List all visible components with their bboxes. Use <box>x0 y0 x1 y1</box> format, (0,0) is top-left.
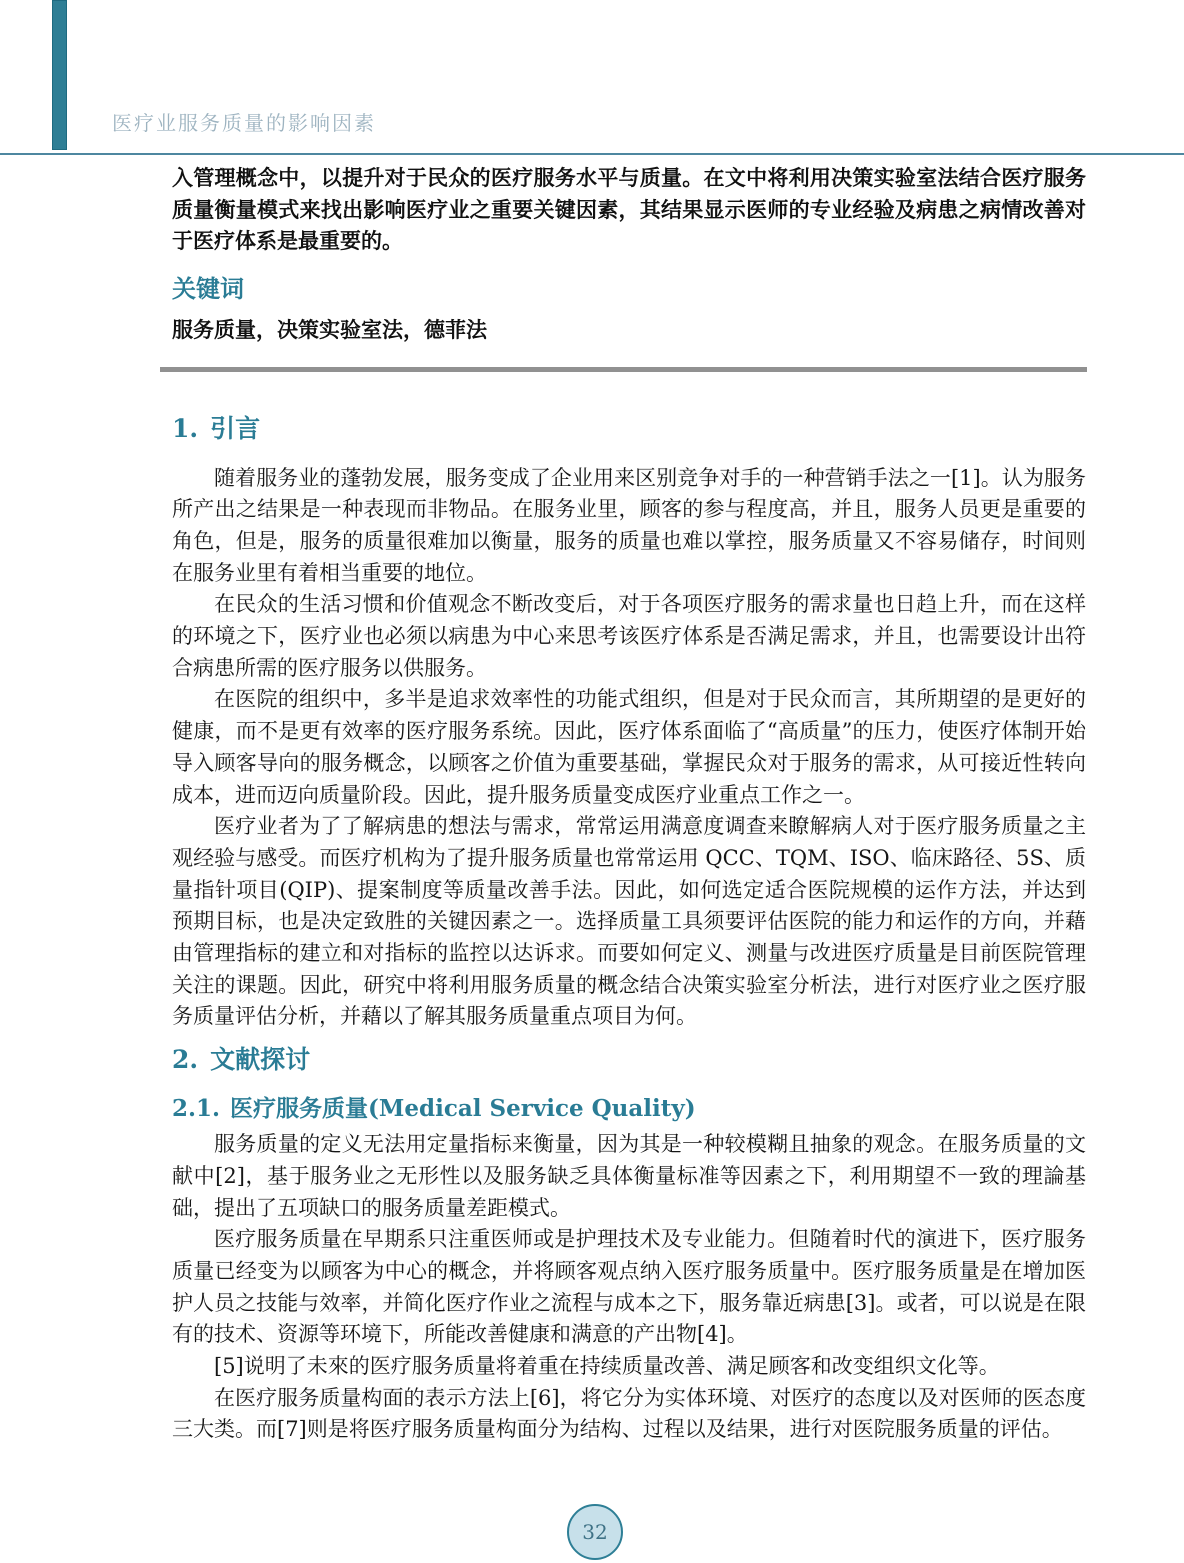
page-number: 32 <box>582 1520 608 1544</box>
subsection-number: 2.1. <box>172 1095 221 1123</box>
section-number: 2. <box>172 1045 199 1075</box>
running-header-title: 医疗业服务质量的影响因素 <box>112 111 376 135</box>
body-paragraph: 服务质量的定义无法用定量指标来衡量，因为其是一种较模糊且抽象的观念。在服务质量的文献中[2]，基于服务业之无形性以及服务缺乏具体衡量标准等因素之下，利用期望不一致的理論基础，提出了五项缺口的服务质量差距模式。 <box>172 1132 1086 1220</box>
body-paragraph: 在民众的生活习惯和价值观念不断改变后，对于各项医疗服务的需求量也日趋上升，而在这样的环境之下，医疗业也必须以病患为中心来思考该医疗体系是否满足需求，并且，也需要设计出符合病患所需的医疗服务以供服务。 <box>172 592 1086 680</box>
section-divider <box>160 367 1087 372</box>
subsection-title-en: (Medical Service Quality) <box>368 1095 696 1123</box>
body-paragraph: [5]说明了未來的医疗服务质量将着重在持续质量改善、满足顾客和改变组织文化等。 <box>214 1354 1000 1379</box>
body-paragraph: 随着服务业的蓬勃发展，服务变成了企业用来区别竞争对手的一种营销手法之一[1]。认为服务所产出之结果是一种表现而非物品。在服务业里，顾客的参与程度高，并且，服务人员更是重要的角色，但是，服务的质量很难加以衡量，服务的质量也难以掌控，服务质量又不容易储存，时间则在服务业里有着相当重要的地位。 <box>172 465 1086 585</box>
section-title: 引言 <box>210 413 261 443</box>
body-paragraph: 医疗业者为了了解病患的想法与需求，常常运用满意度调查来瞭解病人对于医疗服务质量之主观经验与感受。而医疗机构为了提升服务质量也常常运用 QCC、TQM、ISO、临床路径、5S、质量指针项目(QIP)、提案制度等质量改善手法。因此，如何选定适合医院规模的运作方法，并达到预期目标，也是决定致胜的关键因素之一。选择质量工具须要评估医院的能力和运作的方向，并藉由管理指标的建立和对指标的监控以达诉求。而要如何定义、测量与改进医疗质量是目前医院管理关注的课题。因此，研究中将利用服务质量的概念结合决策实验室分析法，进行对医疗业之医疗服务质量评估分析，并藉以了解其服务质量重点项目为何。 <box>172 814 1086 1029</box>
section-heading-introduction <box>172 414 1086 444</box>
keywords-heading: 关键词 <box>172 274 244 303</box>
page-content <box>172 163 1086 1446</box>
header-rule <box>0 153 1184 155</box>
section-number: 1. <box>172 413 199 443</box>
accent-bar <box>52 0 67 150</box>
body-paragraph: 在医疗服务质量构面的表示方法上[6]，将它分为实体环境、对医疗的态度以及对医师的医态度三大类。而[7]则是将医疗服务质量构面分为结构、过程以及结果，进行对医院服务质量的评估。 <box>172 1385 1086 1442</box>
subsection-heading-medical-service-quality <box>172 1095 1086 1123</box>
section-heading-literature-review <box>172 1045 1086 1075</box>
body-paragraph: 医疗服务质量在早期系只注重医师或是护理技术及专业能力。但随着时代的演进下，医疗服务质量已经变为以顾客为中心的概念，并将顾客观点纳入医疗服务质量中。医疗服务质量是在增加医护人员之技能与效率，并简化医疗作业之流程与成本之下，服务靠近病患[3]。或者，可以说是在限有的技术、资源等环境下，所能改善健康和满意的产出物[4]。 <box>172 1227 1086 1347</box>
keywords-text: 服务质量，决策实验室法，德菲法 <box>172 317 487 342</box>
body-paragraph: 在医院的组织中，多半是追求效率性的功能式组织，但是对于民众而言，其所期望的是更好的健康，而不是更有效率的医疗服务系统。因此，医疗体系面临了“高质量”的压力，使医疗体制开始导入顾客导向的服务概念，以顾客之价值为重要基础，掌握民众对于服务的需求，从可接近性转向成本，进而迈向质量阶段。因此，提升服务质量变成医疗业重点工作之一。 <box>172 687 1086 807</box>
abstract-lead-paragraph: 入管理概念中，以提升对于民众的医疗服务水平与质量。在文中将利用决策实验室法结合医疗服务质量衡量模式来找出影响医疗业之重要关键因素，其结果显示医师的专业经验及病患之病情改善对于医疗体系是最重要的。 <box>172 166 1086 253</box>
subsection-title-zh: 医疗服务质量 <box>230 1096 369 1123</box>
section-title: 文献探讨 <box>210 1045 311 1075</box>
page-number-badge <box>567 1504 623 1560</box>
